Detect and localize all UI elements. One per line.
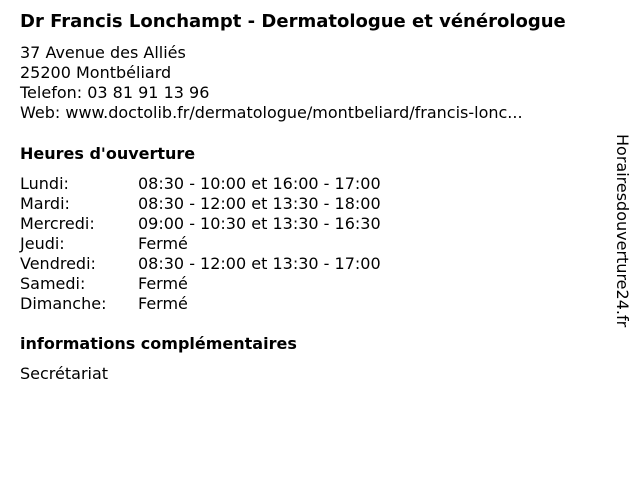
time-range: Fermé — [138, 234, 188, 253]
website-url: Web: www.doctolib.fr/dermatologue/montbeliard/francis-lonc... — [20, 103, 523, 122]
address-block — [20, 43, 523, 123]
additional-info-heading: informations complémentaires — [20, 334, 297, 353]
day-label: Mardi: — [20, 194, 70, 213]
hours-row-friday — [20, 254, 440, 274]
hours-row-thursday — [20, 234, 440, 254]
hours-row-tuesday — [20, 194, 440, 214]
opening-hours-table — [20, 174, 440, 314]
time-range: 08:30 - 12:00 et 13:30 - 17:00 — [138, 254, 381, 273]
day-label: Vendredi: — [20, 254, 96, 273]
hours-row-saturday — [20, 274, 440, 294]
street-address: 37 Avenue des Alliés — [20, 43, 186, 62]
time-range: Fermé — [138, 274, 188, 293]
time-range: 08:30 - 12:00 et 13:30 - 18:00 — [138, 194, 381, 213]
phone-number: Telefon: 03 81 91 13 96 — [20, 83, 210, 102]
day-label: Mercredi: — [20, 214, 95, 233]
city-postal-code: 25200 Montbéliard — [20, 63, 172, 82]
hours-row-sunday — [20, 294, 440, 314]
time-range: 09:00 - 10:30 et 13:30 - 16:30 — [138, 214, 381, 233]
opening-hours-heading: Heures d'ouverture — [20, 144, 196, 163]
day-label: Jeudi: — [20, 234, 65, 253]
time-range: Fermé — [138, 294, 188, 313]
page-title: Dr Francis Lonchampt - Dermatologue et vénérologue — [20, 11, 566, 32]
site-watermark: Horairesdouverture24.fr — [613, 134, 632, 328]
day-label: Dimanche: — [20, 294, 107, 313]
day-label: Lundi: — [20, 174, 69, 193]
hours-row-wednesday — [20, 214, 440, 234]
day-label: Samedi: — [20, 274, 86, 293]
hours-row-monday — [20, 174, 440, 194]
additional-info-text: Secrétariat — [20, 364, 109, 383]
time-range: 08:30 - 10:00 et 16:00 - 17:00 — [138, 174, 381, 193]
